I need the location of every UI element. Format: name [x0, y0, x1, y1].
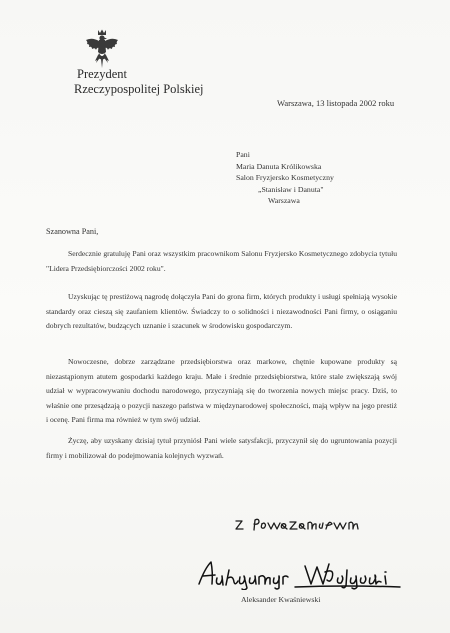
salutation: Szanowna Pani,	[46, 227, 99, 236]
recipient-line-3: Salon Fryzjersko Kosmetyczny	[236, 173, 334, 182]
paragraph-1	[46, 247, 397, 276]
paragraph-4-text: Życzę, aby uzyskany dzisiaj tytuł przyniósł Pani wiele satysfakcji, przyczynił się do ugruntowania pozycji firmy i mobilizował do podejmowania kolejnych wyzwań.	[46, 436, 397, 460]
signer-name: Aleksander Kwaśniewski	[241, 595, 321, 604]
paragraph-1-text: Serdecznie gratuluję Pani oraz wszystkim pracownikom Salonu Fryzjersko Kosmetycznego zdobycia tytułu "Lidera Przedsiębiorczości 2002 roku".	[46, 249, 397, 273]
paragraph-3-text: Nowoczesne, dobrze zarządzane przedsiębiorstwa oraz markowe, chętnie kupowane produkty są niezastąpionym atutem gospodarki każdego kraju. Małe i średnie przedsiębiorstwa, które stale zwiększają swój udział w wypracowywaniu dochodu narodowego, przyczyniają się do tworzenia nowych miejsc pracy. Dziś, to właśnie one przesądzają o pozycji naszego państwa w międzynarodowej społeczności, mają wpływ na jego prestiż i ocenę. Pani firma ma również w tym swój udział.	[46, 357, 397, 425]
recipient-address	[236, 149, 334, 207]
paragraph-2-text: Uzyskując tę prestiżową nagrodę dołączyła Pani do grona firm, których produkty i usługi spełniają wysokie standardy oraz cieszą się zaufaniem klientów. Świadczy to o solidności i niezawodności Pani firmy, o osiąganiu dobrych rezultatów, budzących uznanie i szacunek w środowisku gospodarczym.	[46, 292, 397, 331]
title-line-2: Rzeczypospolitej Polskiej	[74, 82, 204, 96]
letter-date: Warszawa, 13 listopada 2002 roku	[277, 98, 395, 108]
recipient-line-2: Maria Danuta Królikowska	[236, 161, 322, 171]
recipient-line-5: Warszawa	[268, 196, 300, 205]
president-title	[74, 67, 204, 97]
white-eagle-emblem-icon	[84, 28, 120, 70]
paragraph-4	[46, 434, 397, 463]
paragraph-3	[46, 355, 397, 428]
recipient-line-1: Pani	[236, 150, 250, 159]
recipient-line-4: „Stanisław i Danuta"	[258, 184, 324, 194]
handwritten-signature	[195, 558, 405, 590]
paragraph-2	[46, 290, 397, 334]
title-line-1: Prezydent	[77, 67, 127, 81]
handwritten-closing-note	[234, 515, 364, 533]
